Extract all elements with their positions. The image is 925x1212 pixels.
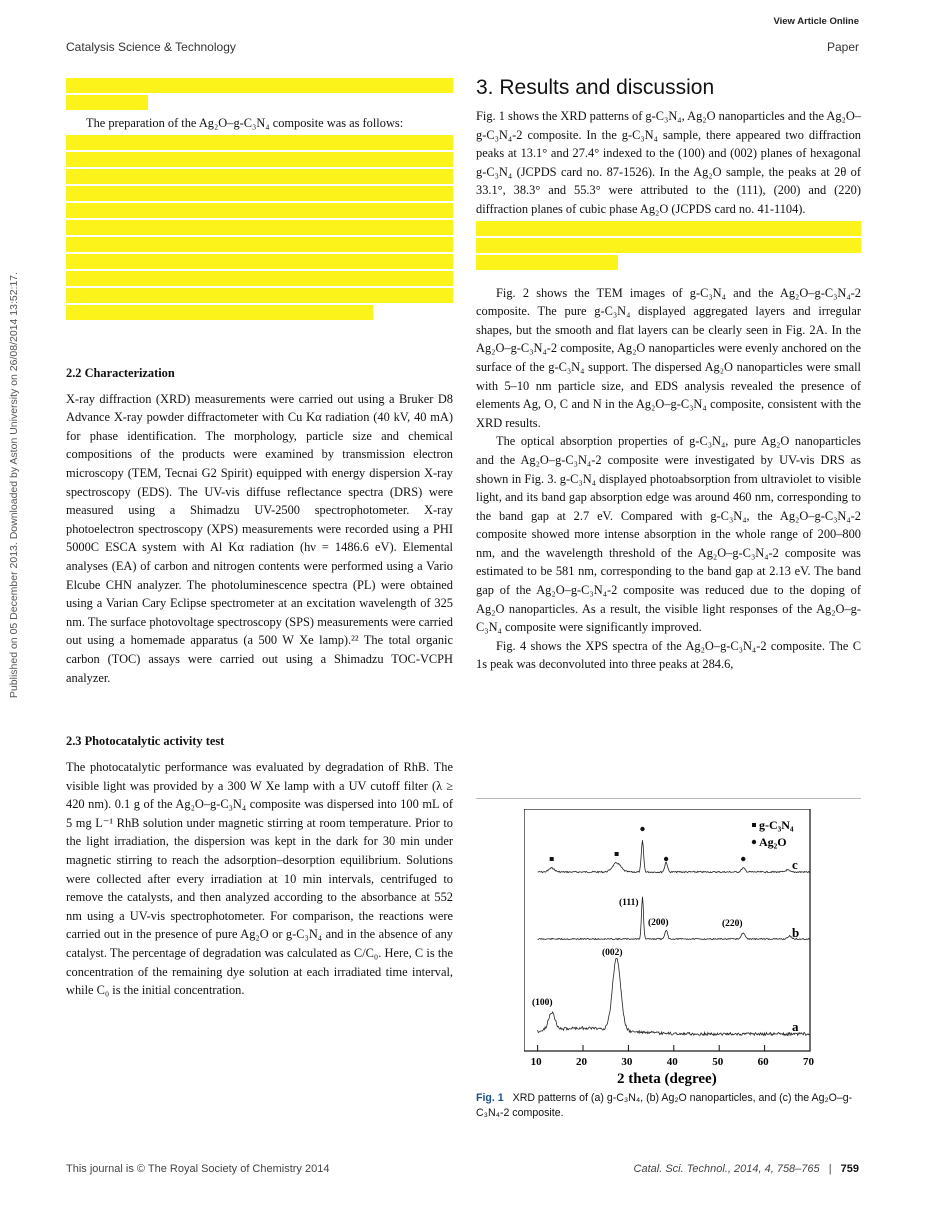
results-paragraph-3: The optical absorption properties of g-C₃N₄, pure Ag₂O nanoparticles and the Ag₂O–g-C₃N₄-2 composite were investigated by UV-vis DRS as shown in Fig. 3. g-C₃N₄ displayed photoabsorption from ultraviolet to visible light, and its band gap absorption edge was around 460 nm, corresponding to the band gap at 2.7 eV. Compared with g-C₃N₄, the Ag₂O–g-C₃N₄-2 composite showed more intense absorption in the whole range of 200–800 nm, and the wavelength threshold of the Ag₂O–g-C₃N₄-2 composite was estimated to be 581 nm, corresponding to the band gap at 2.13 eV. The band gap of the Ag₂O–g-C₃N₄-2 composite was reduced due to the doping of Ag₂O nanoparticles. As a result, the visible light responses of the Ag₂O–g-C₃N₄ composite were significantly improved.: [476, 434, 861, 635]
x-tick-label: 20: [576, 1056, 588, 1068]
peak-label-002: (002): [602, 948, 623, 958]
right-column: [476, 76, 861, 674]
dot-marker-icon: [640, 827, 644, 831]
highlight-block: [66, 305, 373, 320]
curve-label-a: a: [792, 1019, 799, 1034]
square-marker-icon: [615, 852, 619, 856]
square-marker-icon: [752, 823, 756, 827]
legend-gc3n4: g-C₃N₄: [759, 818, 794, 832]
dot-marker-icon: [752, 840, 756, 844]
prep-text: The preparation of the Ag₂O–g-C₃N₄ composite was as follows:: [86, 116, 404, 130]
highlight-block: [66, 237, 453, 252]
x-tick-label: 40: [666, 1056, 678, 1068]
xrd-chart: [524, 809, 824, 1094]
footer-copyright: This journal is © The Royal Society of Chemistry 2014: [66, 1163, 330, 1175]
x-tick-label: 50: [712, 1056, 724, 1068]
section-2-2-heading: 2.2 Characterization: [66, 365, 175, 380]
results-paragraph-1: Fig. 1 shows the XRD patterns of g-C₃N₄, Ag₂O nanoparticles and the Ag₂O–g-C₃N₄-2 composite. In the g-C₃N₄ sample, there appeared two diffraction peaks at 13.1° and 27.4° indexed to the (100) and (002) planes of hexagonal g-C₃N₄ (JCPDS card no. 87-1526). In the Ag₂O sample, the peaks at 2θ of 33.1°, 38.3° and 55.3° were attributed to the (111), (200) and (220) diffraction planes of cubic phase Ag₂O (JCPDS card no. 41-1104).: [476, 109, 861, 216]
figure-1-caption: [476, 1091, 861, 1121]
peak-label-111: (111): [619, 898, 639, 908]
x-tick-label: 70: [803, 1056, 814, 1068]
dot-marker-icon: [664, 857, 668, 861]
highlight-block: [66, 169, 453, 184]
square-marker-icon: [550, 857, 554, 861]
section-3-heading: 3. Results and discussion: [476, 76, 715, 99]
x-tick-label: 10: [530, 1056, 542, 1068]
curve-label-b: b: [792, 925, 800, 940]
dot-marker-icon: [741, 857, 745, 861]
page-number: 759: [840, 1163, 859, 1175]
journal-name: Catalysis Science & Technology: [66, 40, 236, 54]
curve-a: [538, 958, 810, 1035]
prep-paragraph: [66, 114, 453, 133]
legend-ag2o: Ag₂O: [759, 835, 787, 849]
results-paragraph-4: Fig. 4 shows the XPS spectra of the Ag₂O–g-C₃N₄-2 composite. The C 1s peak was deconvoluted into three peaks at 284.6,: [476, 638, 861, 672]
highlight-block: [66, 152, 453, 167]
highlight-block: [476, 255, 618, 270]
peak-markers: [550, 827, 746, 861]
publication-note-text: Published on 05 December 2013. Downloaded by Aston University on 26/08/2014 13:52:17.: [8, 271, 20, 699]
highlight-block: [66, 95, 148, 110]
curve-label-c: c: [792, 857, 798, 872]
photocatalytic-test-paragraph: The photocatalytic performance was evaluated by degradation of RhB. The visible light was provided by a 300 W Xe lamp with a UV cutoff filter (λ ≥ 420 nm). 0.1 g of the Ag₂O–g-C₃N₄ composite was dispersed into 100 mL of 5 mg L⁻¹ RhB solution under magnetic stirring at room temperature. Prior to the light irradiation, the dispersion was kept in the dark for 30 min under magnetic stirring to reach the adsorption–desorption equilibrium. Solutions were collected after every irradiation at 10 min intervals, centrifuged to remove the catalysts, and then analyzed according to the absorbance at 552 nm using a UV-vis spectrophotometer. For comparison, the reactions were carried out in the presence of pure Ag₂O or g-C₃N₄ and in the absence of any catalyst. The percentage of degradation was calculated as C/C₀. Here, C is the concentration of the remaining dye solution at each irradiated time interval, while C₀ is the initial concentration.: [66, 760, 453, 998]
caption-label: Fig. 1: [476, 1092, 504, 1104]
figure-1: [476, 798, 861, 1099]
peak-label-200: (200): [648, 918, 669, 928]
left-column: [66, 76, 453, 1000]
highlight-block: [66, 186, 453, 201]
x-axis-ticks: [531, 1045, 815, 1068]
x-tick-label: 30: [621, 1056, 633, 1068]
citation-text: Catal. Sci. Technol., 2014, 4, 758–765: [633, 1163, 820, 1175]
highlight-block: [66, 220, 453, 235]
caption-text: XRD patterns of (a) g-C₃N₄, (b) Ag₂O nanoparticles, and (c) the Ag₂O–g-C₃N₄-2 composite.: [476, 1092, 853, 1119]
highlight-block: [66, 203, 453, 218]
peak-label-100: (100): [532, 998, 553, 1008]
highlight-block: [476, 221, 861, 236]
results-paragraph-2: Fig. 2 shows the TEM images of g-C₃N₄ and the Ag₂O–g-C₃N₄-2 composite. The pure g-C₃N₄ displayed aggregated layers and irregular shapes, but the smooth and flat layers can be clearly seen in Fig. 2A. In the Ag₂O–g-C₃N₄-2 composite, Ag₂O nanoparticles were evenly anchored on the surface of the g-C₃N₄ support. The dispersed Ag₂O nanoparticles were small with 5–10 nm particle size, and EDS analysis revealed the presence of elements Ag, O, C and N in the Ag₂O–g-C₃N₄ composite, consistent with the XRD results.: [476, 285, 861, 430]
section-label: Paper: [826, 40, 859, 54]
x-axis-label: 2 theta (degree): [617, 1071, 717, 1087]
peak-label-220: (220): [722, 919, 743, 929]
publication-note: [4, 255, 24, 715]
highlight-block: [66, 254, 453, 269]
highlight-block: [66, 271, 453, 286]
curve-b: [538, 897, 810, 940]
characterization-paragraph: X-ray diffraction (XRD) measurements were carried out using a Bruker D8 Advance X-ray powder diffractometer with Cu Kα radiation (40 kV, 40 mA) for phase identification. The morphology, particle size and chemical compositions of the products were examined by transmission electron microscopy (TEM, Tecnai G2 Spirit) equipped with energy dispersion X-ray spectroscopy (EDS). The UV-vis diffuse reflectance spectra (DRS) were measured using a Shimadzu UV-2500 spectrophotometer. X-ray photoelectron spectroscopy (XPS) measurements were recorded using a PHI 5000C ESCA system with Al Kα radiation (hν = 1486.6 eV). Elemental analyses (EA) of carbon and nitrogen contents were performed using a Vario Elcube CHN analyzer. The photoluminescence spectra (PL) were obtained using a Varian Cary Eclipse spectrometer at an excitation wavelength of 325 nm. The surface photovoltage spectroscopy (SPS) measurements were carried out using a homemade apparatus (a 500 W Xe lamp).²² The total organic carbon (TOC) assays were carried out using a Shimadzu TOC-VCPH analyzer.: [66, 391, 453, 685]
highlight-block: [66, 78, 453, 93]
x-tick-label: 60: [757, 1056, 769, 1068]
xrd-curves: [538, 840, 810, 1035]
footer-citation: Catal. Sci. Technol., 2014, 4, 758–765 | 759: [633, 1163, 859, 1175]
section-2-3-heading: 2.3 Photocatalytic activity test: [66, 734, 225, 749]
highlight-block: [66, 135, 453, 150]
highlight-block: [66, 288, 453, 303]
highlight-block: [476, 238, 861, 253]
view-article-online-link[interactable]: View Article Online: [773, 16, 859, 27]
